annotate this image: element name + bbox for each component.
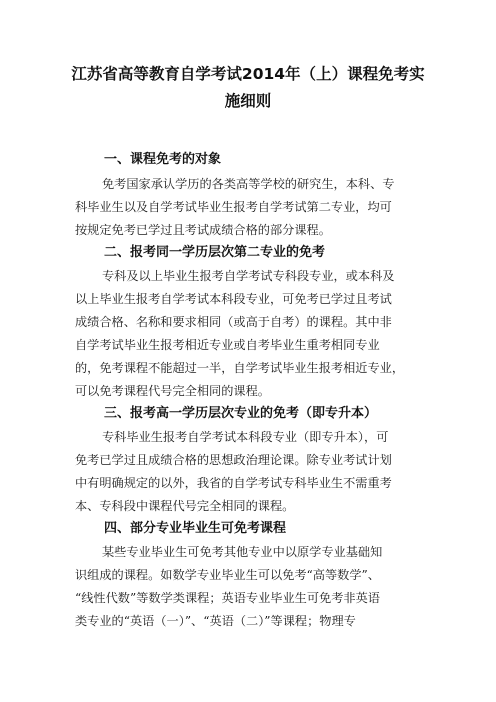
section-3-heading: 三、报考高一学历层次专业的免考（即专升本） [104,406,378,421]
section-2-paragraph-line: 可以免考课程代号完全相同的课程。 [75,384,270,398]
section-4-paragraph-line: 某些专业毕业生可免考其他专业中以原学专业基础知 [102,545,383,559]
section-3-paragraph-line: 本、专科段中课程代号完全相同的课程。 [75,499,295,513]
section-4-paragraph-line: 类专业的“英语（一）”、“英语（二）”等课程；物理专 [75,614,356,628]
section-2-heading: 二、报考同一学历层次第二专业的免考 [104,245,326,260]
section-4-paragraph-line: 识组成的课程。如数学专业毕业生可以免考“高等数学”、 [75,568,380,582]
section-3-paragraph-line: 中有明确规定的以外，我省的自学考试专科毕业生不需重考 [75,476,392,490]
section-1-paragraph-line: 科毕业生以及自学考试毕业生报考自学考试第二专业，均可 [75,200,392,214]
section-2-paragraph-line: 的，免考课程不能超过一半，自学考试毕业生报考相近专业， [75,361,405,375]
section-2-paragraph-line: 自学考试毕业生报考相近专业或自考毕业生重考相同专业 [75,338,380,352]
section-4-heading: 四、部分专业毕业生可免考课程 [104,521,287,536]
section-1-paragraph-line: 免考国家承认学历的各类高等学校的研究生，本科、专 [102,177,395,191]
section-2-paragraph-line: 成绩合格、名称和要求相同（或高于自考）的课程。其中非 [75,315,392,329]
section-3-paragraph-line: 专科毕业生报考自学考试本科段专业（即专升本），可 [102,430,389,444]
section-4-paragraph-line: “线性代数”等数学类课程；英语专业毕业生可免考非英语 [75,591,380,605]
document-title-line-1: 江苏省高等教育自学考试2014年（上）课程免考实 [71,65,425,83]
document-title-line-2: 施细则 [224,92,272,110]
section-1-heading: 一、课程免考的对象 [104,152,222,167]
section-2-paragraph-line: 以上毕业生报考自学考试本科段专业，可免考已学过且考试 [75,292,392,306]
section-1-paragraph-line: 按规定免考已学过且考试成绩合格的部分课程。 [75,223,331,237]
section-3-paragraph-line: 免考已学过且成绩合格的思想政治理论课。除专业考试计划 [75,453,392,467]
section-2-paragraph-line: 专科及以上毕业生报考自学考试专科段专业，或本科及 [102,269,395,283]
